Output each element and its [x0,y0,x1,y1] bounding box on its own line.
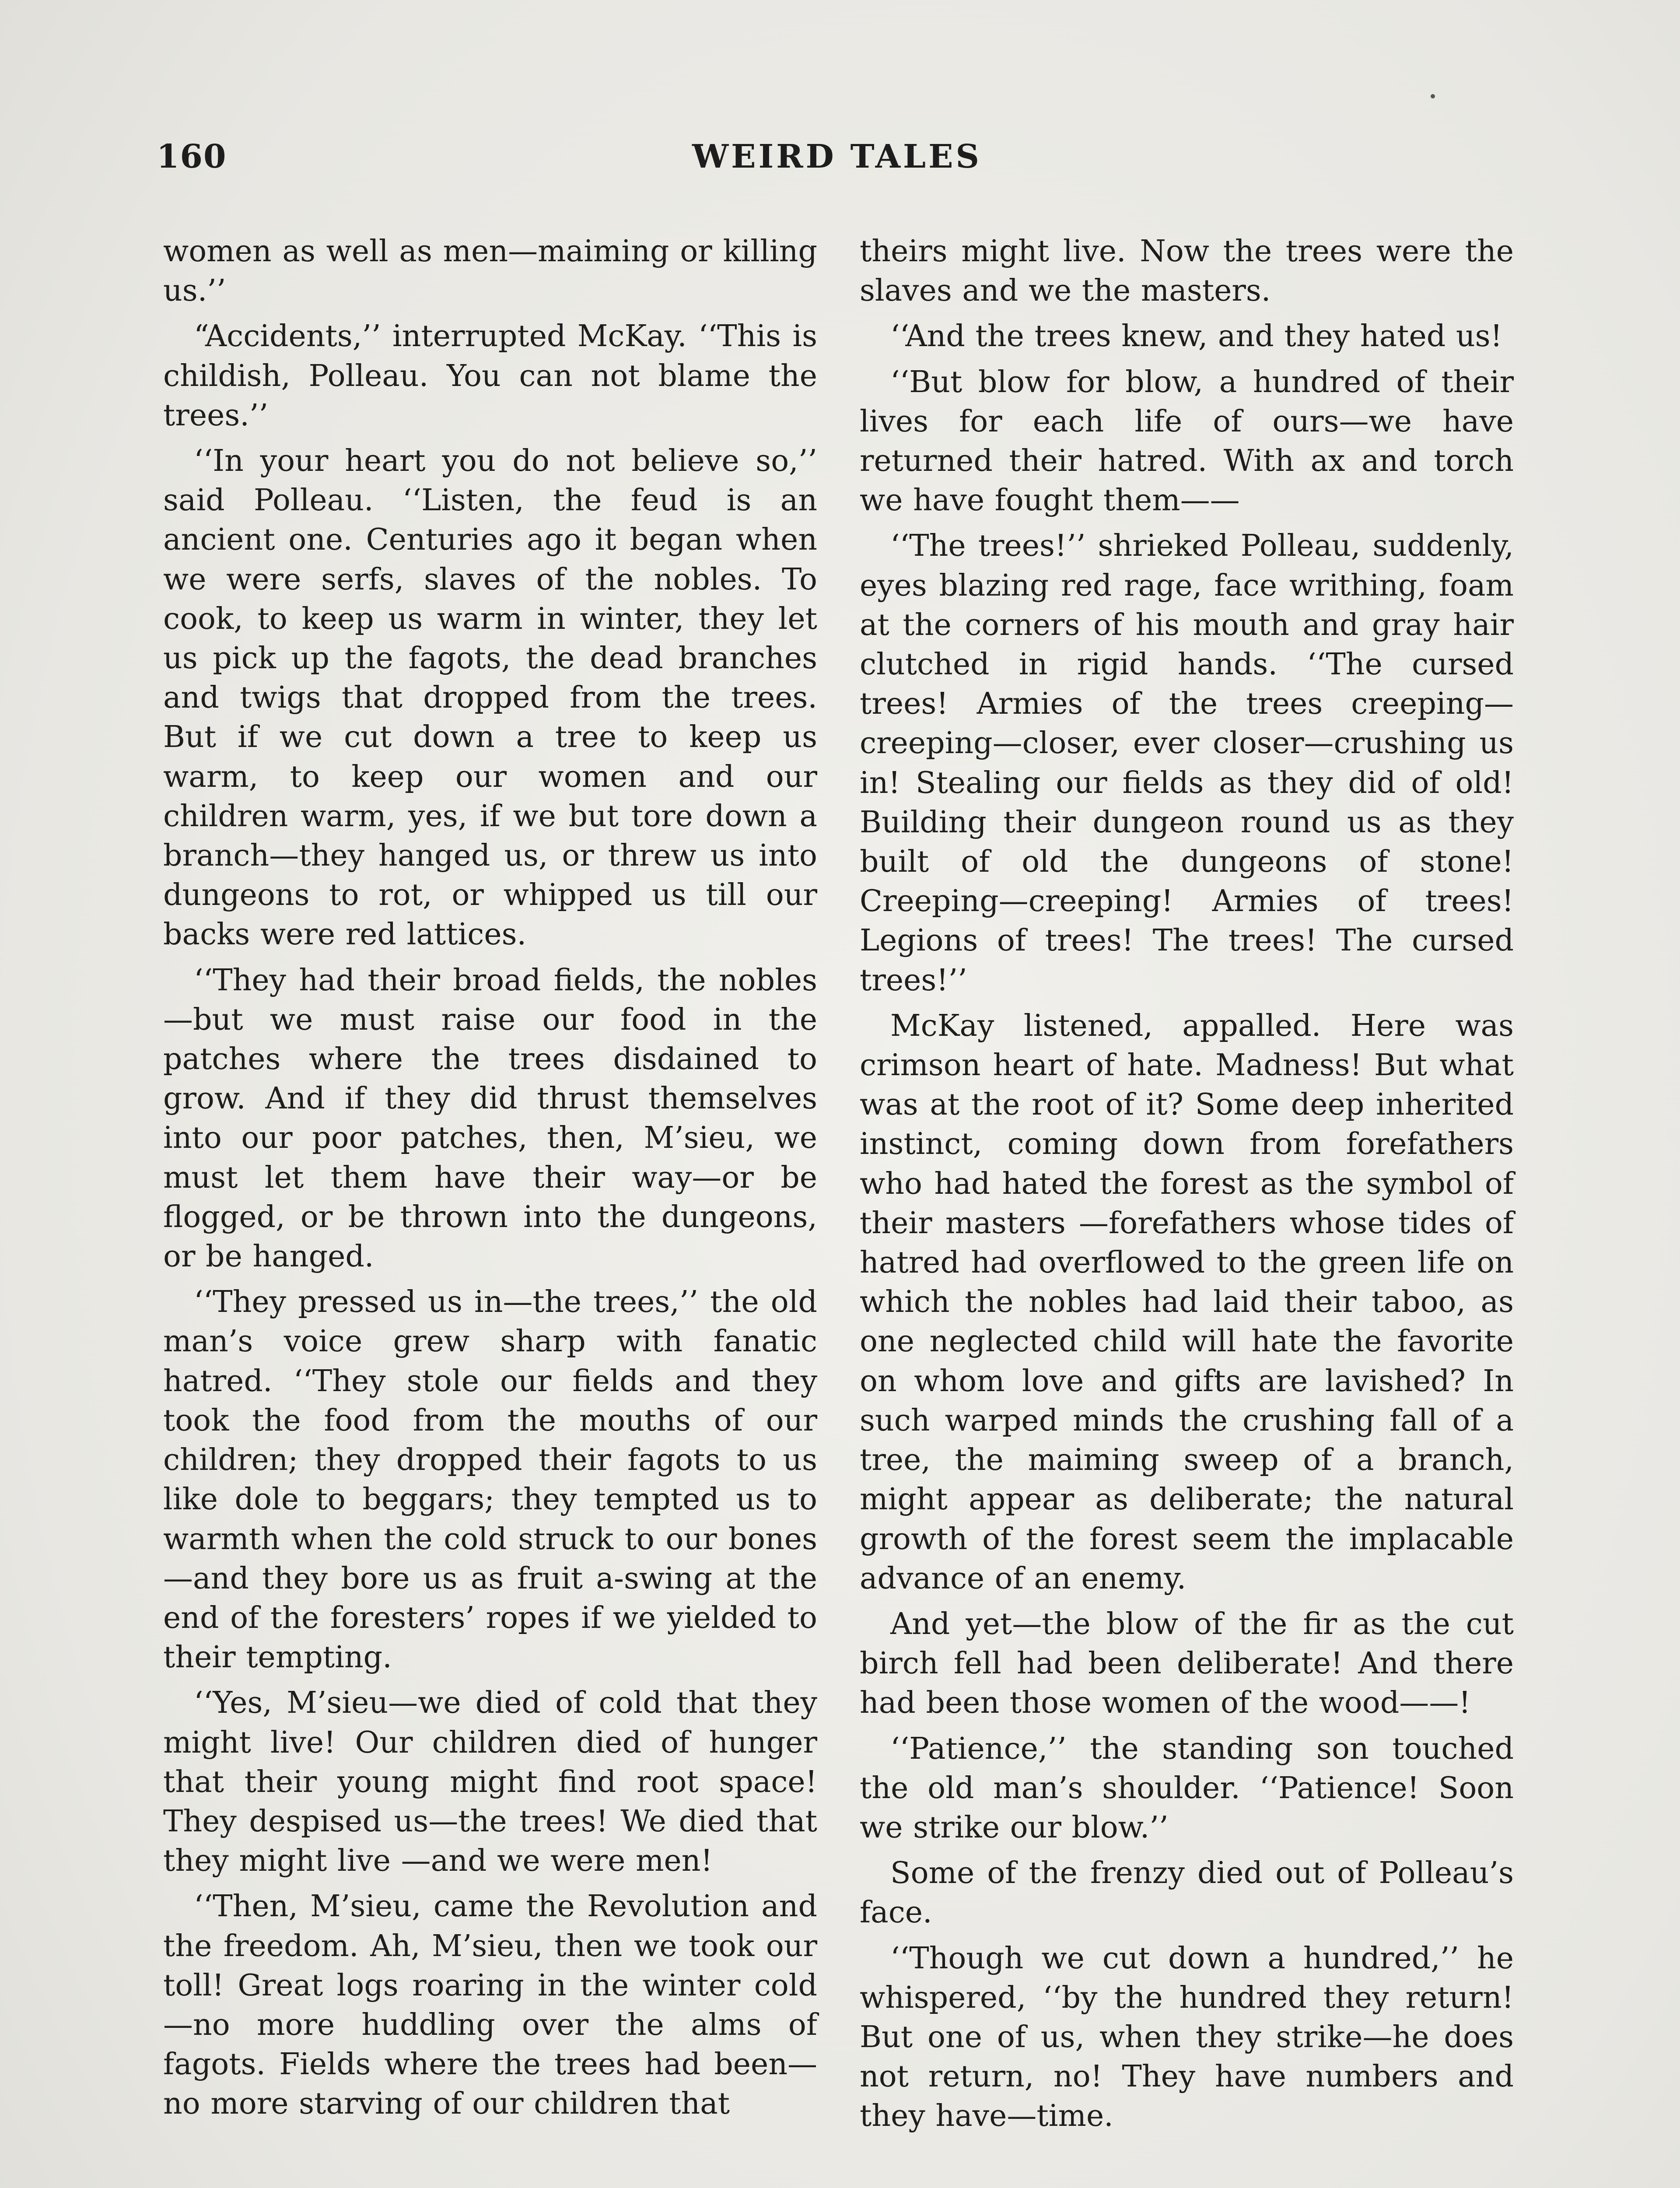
page-header [157,138,1517,186]
paragraph: ‘‘Patience,’’ the standing son touched the old man’s shoulder. ‘‘Patience! Soon we strike our blow.’’ [860,1731,1514,1845]
right-column [860,232,1514,2136]
paragraph: ‘‘The trees!’’ shrieked Polleau, suddenly, eyes blazing red rage, face writhing, foam at the corners of his mouth and gray hair clutched in rigid hands. ‘‘The cursed trees! Armies of the trees creeping—creeping—closer, ever closer—crushing us in! Stealing our fields as they did of old! Building their dungeon round us as they built of old the dungeons of stone! Creeping—creeping! Armies of trees! Legions of trees! The trees! The cursed trees!’’ [860,529,1514,998]
paragraph: And yet—the blow of the fir as the cut birch fell had been deliberate! And there had been those women of the wood——! [860,1606,1514,1721]
paragraph: women as well as men—maiming or killing us.’’ [163,234,817,309]
paragraph: ‘‘And the trees knew, and they hated us! [890,319,1502,354]
paragraph: ‘‘In your heart you do not believe so,’’ said Polleau. ‘‘Listen, the feud is an ancient one. Centuries ago it began when we were serfs, slaves of the nobles. To cook, to keep us warm in winter, they let us pick up the fagots, the dead branches and twigs that dropped from the trees. But if we cut down a tree to keep us warm, to keep our women and our children warm, yes, if we but tore down a branch—they hanged us, or threw us into dungeons to rot, or whipped us till our backs were red lattices. [163,444,817,952]
paragraph: McKay listened, appalled. Here was crimson heart of hate. Madness! But what was at the root of it? Some deep inherited instinct, coming down from forefathers who had hated the forest as the symbol of their masters —forefathers whose tides of hatred had overflowed to the green life on which the nobles had laid their taboo, as one neglected child will hate the favorite on whom love and gifts are lavished? In such warped minds the crushing fall of a tree, the maiming sweep of a branch, might appear as deliberate; the natural growth of the forest seem the implacable advance of an enemy. [860,1008,1514,1596]
paragraph: ‘‘Then, M’sieu, came the Revolution and the freedom. Ah, M’sieu, then we took our toll! Great logs roaring in the winter cold—no more huddling over the alms of fagots. Fields where the trees had been—no more starving of our children that [163,1889,817,2121]
paragraph: ‘‘Though we cut down a hundred,’’ he whispered, ‘‘by the hundred they return! But one of us, when they strike—he does not return, no! They have numbers and they have—time. [860,1941,1514,2134]
running-title: WEIRD TALES [692,138,982,175]
paragraph: theirs might live. Now the trees were the slaves and we the masters. [860,234,1514,309]
paragraph: ‘‘Yes, M’sieu—we died of cold that they might live! Our children died of hunger that their young might find root space! They despised us—the trees! We died that they might live —and we were men! [163,1686,817,1879]
ink-speck [1431,94,1435,98]
paragraph: “Accidents,’’ interrupted McKay. ‘‘This is childish, Polleau. You can not blame the trees.’’ [163,319,817,433]
paragraph: ‘‘But blow for blow, a hundred of their lives for each life of ours—we have returned their hatred. With ax and torch we have fought them—— [860,365,1514,518]
page-number: 160 [157,138,227,175]
left-column [163,232,817,2124]
paragraph: ‘‘They pressed us in—the trees,’’ the old man’s voice grew sharp with fanatic hatred. ‘‘They stole our fields and they took the food from the mouths of our children; they dropped their fagots to us like dole to beggars; they tempted us to warmth when the cold struck to our bones—and they bore us as fruit a-swing at the end of the foresters’ ropes if we yielded to their tempting. [163,1285,817,1675]
paragraph: ‘‘They had their broad fields, the nobles—but we must raise our food in the patches where the trees disdained to grow. And if they did thrust themselves into our poor patches, then, M’sieu, we must let them have their way—or be flogged, or be thrown into the dungeons, or be hanged. [163,963,817,1274]
paragraph: Some of the frenzy died out of Polleau’s face. [860,1856,1514,1930]
